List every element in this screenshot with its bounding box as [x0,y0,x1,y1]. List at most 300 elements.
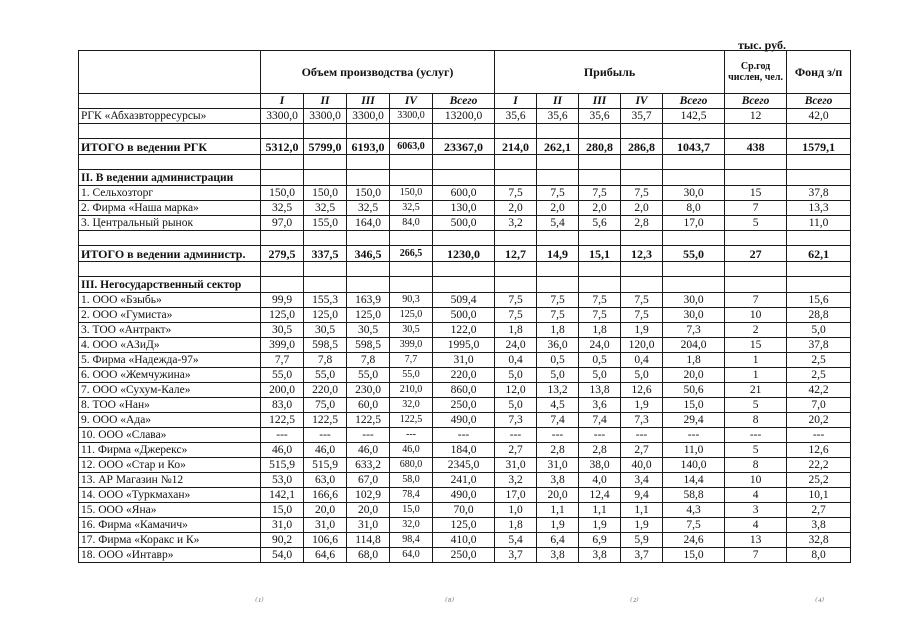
empty-cell [433,170,495,186]
volume-cell: 99,9 [261,293,304,308]
volume-cell: 31,0 [304,518,347,533]
fund-cell: 28,8 [787,308,851,323]
empty-cell [390,155,433,170]
spacer-row [79,231,851,246]
volume-cell: 75,0 [304,398,347,413]
profit-cell: 35,7 [621,109,663,124]
fund-cell: 37,8 [787,338,851,353]
volume-cell: 3300,0 [347,109,390,124]
volume-cell: 250,0 [433,548,495,563]
volume-cell: 97,0 [261,216,304,231]
empty-cell [725,231,787,246]
volume-cell: 220,0 [304,383,347,398]
volume-cell: 7,7 [390,353,433,368]
volume-cell: 155,3 [304,293,347,308]
profit-cell: 5,0 [495,368,537,383]
header-volume: Объем производства (услуг) [261,51,495,94]
staff-cell: 21 [725,383,787,398]
staff-cell: 10 [725,473,787,488]
empty-cell [495,155,537,170]
volume-cell: 54,0 [261,548,304,563]
profit-cell: 7,3 [495,413,537,428]
profit-cell: 7,5 [495,308,537,323]
subheader-volume-q2: II [304,94,347,109]
volume-cell: 164,0 [347,216,390,231]
volume-cell: 399,0 [261,338,304,353]
profit-cell: 1,0 [495,503,537,518]
volume-cell: 500,0 [433,308,495,323]
staff-cell: 15 [725,186,787,201]
table-row [79,368,851,383]
spacer-row [79,124,851,139]
volume-cell: 346,5 [347,246,390,262]
section-header-row [79,170,851,186]
empty-cell [390,277,433,293]
volume-cell: 122,5 [347,413,390,428]
row-name: 1. ООО «Бзыбь» [79,293,261,308]
staff-cell: 1 [725,353,787,368]
staff-cell: 27 [725,246,787,262]
volume-cell: 210,0 [390,383,433,398]
profit-cell: 5,0 [579,368,621,383]
volume-cell: 20,0 [304,503,347,518]
empty-cell [663,262,725,277]
profit-cell: 1,8 [537,323,579,338]
table-row [79,398,851,413]
profit-cell: 1,8 [495,323,537,338]
volume-cell: 78,4 [390,488,433,503]
volume-cell: 70,0 [433,503,495,518]
profit-cell: 1043,7 [663,139,725,155]
table-row [79,458,851,473]
row-name: 10. ООО «Слава» [79,428,261,443]
empty-cell [495,231,537,246]
volume-cell: 399,0 [390,338,433,353]
handwritten-mark: ⁽¹⁾ [255,596,264,608]
empty-cell [579,231,621,246]
volume-cell: 20,0 [347,503,390,518]
profit-cell: 3,7 [621,548,663,563]
volume-cell: 68,0 [347,548,390,563]
empty-cell [79,155,261,170]
fund-cell: 3,8 [787,518,851,533]
volume-cell: 64,0 [390,548,433,563]
empty-cell [261,155,304,170]
table-row [79,383,851,398]
volume-cell: --- [433,428,495,443]
row-name: 12. ООО «Стар и Ко» [79,458,261,473]
profit-cell: 262,1 [537,139,579,155]
volume-cell: 230,0 [347,383,390,398]
fund-cell: 25,2 [787,473,851,488]
profit-cell: 4,5 [537,398,579,413]
volume-cell: 1995,0 [433,338,495,353]
profit-cell: 31,0 [537,458,579,473]
profit-cell: 7,5 [621,308,663,323]
subheader-volume-total: Всего [433,94,495,109]
profit-cell: 15,1 [579,246,621,262]
profit-cell: 6,9 [579,533,621,548]
table-row [79,533,851,548]
profit-cell: 142,5 [663,109,725,124]
profit-cell: 1,1 [537,503,579,518]
profit-cell: 7,5 [663,518,725,533]
profit-cell: 7,5 [495,186,537,201]
volume-cell: 83,0 [261,398,304,413]
subheader-profit-q3: III [579,94,621,109]
volume-cell: 200,0 [261,383,304,398]
volume-cell: 150,0 [390,186,433,201]
empty-cell [725,262,787,277]
profit-cell: 280,8 [579,139,621,155]
section-title: III. Негосударственный сектор [79,277,261,293]
profit-cell: 7,5 [621,186,663,201]
page-marks [0,595,905,615]
profit-cell: 3,8 [537,473,579,488]
empty-cell [725,170,787,186]
spacer-row [79,155,851,170]
empty-cell [537,155,579,170]
volume-cell: 32,5 [261,201,304,216]
staff-cell: 5 [725,216,787,231]
volume-cell: 30,5 [347,323,390,338]
empty-cell [787,262,851,277]
profit-cell: 3,8 [537,548,579,563]
profit-cell: 2,0 [579,201,621,216]
volume-cell: 122,5 [261,413,304,428]
table-row [79,503,851,518]
handwritten-mark: ⁽⁸⁾ [445,596,455,608]
row-name: 2. ООО «Гумиста» [79,308,261,323]
empty-cell [261,262,304,277]
staff-cell: 10 [725,308,787,323]
row-name: 5. Фирма «Надежда-97» [79,353,261,368]
row-name: ИТОГО в ведении РГК [79,139,261,155]
profit-cell: 204,0 [663,338,725,353]
empty-cell [787,155,851,170]
staff-cell: 4 [725,488,787,503]
profit-cell: 7,4 [579,413,621,428]
profit-cell: 30,0 [663,186,725,201]
volume-cell: 2345,0 [433,458,495,473]
profit-cell: 35,6 [495,109,537,124]
empty-cell [79,231,261,246]
volume-cell: 598,5 [347,338,390,353]
empty-cell [621,231,663,246]
volume-cell: --- [347,428,390,443]
volume-cell: --- [390,428,433,443]
fund-cell: 12,6 [787,443,851,458]
profit-cell: 1,1 [621,503,663,518]
profit-cell: 120,0 [621,338,663,353]
profit-cell: 1,1 [579,503,621,518]
row-name: 13. АР Магазин №12 [79,473,261,488]
empty-cell [725,277,787,293]
volume-cell: 122,5 [390,413,433,428]
profit-cell: 2,7 [495,443,537,458]
subheader-fund-total: Всего [787,94,851,109]
staff-cell: 8 [725,413,787,428]
profit-cell: --- [579,428,621,443]
profit-cell: 1,9 [537,518,579,533]
fund-cell: 32,8 [787,533,851,548]
empty-cell [537,124,579,139]
empty-cell [304,124,347,139]
table-row [79,518,851,533]
profit-cell: 14,9 [537,246,579,262]
volume-cell: --- [261,428,304,443]
profit-cell: 9,4 [621,488,663,503]
profit-cell: 7,5 [579,186,621,201]
profit-cell: 7,5 [537,186,579,201]
volume-cell: 53,0 [261,473,304,488]
empty-cell [347,170,390,186]
profit-cell: 24,0 [579,338,621,353]
profit-cell: 5,6 [579,216,621,231]
row-name: РГК «Абхазвторресурсы» [79,109,261,124]
volume-cell: 250,0 [433,398,495,413]
profit-cell: 0,4 [495,353,537,368]
profit-cell: 31,0 [495,458,537,473]
empty-cell [433,277,495,293]
empty-cell [433,231,495,246]
table-row [79,293,851,308]
profit-cell: 2,7 [621,443,663,458]
volume-cell: 55,0 [390,368,433,383]
profit-cell: 17,0 [495,488,537,503]
fund-cell: --- [787,428,851,443]
volume-cell: 6193,0 [347,139,390,155]
row-name: 16. Фирма «Камачич» [79,518,261,533]
profit-cell: 20,0 [537,488,579,503]
profit-cell: 36,0 [537,338,579,353]
fund-cell: 37,8 [787,186,851,201]
profit-cell: 5,0 [537,368,579,383]
profit-cell: 7,4 [537,413,579,428]
empty-cell [663,155,725,170]
profit-cell: 4,0 [579,473,621,488]
volume-cell: 31,0 [261,518,304,533]
profit-cell: 50,6 [663,383,725,398]
table-row [79,353,851,368]
profit-cell: 4,3 [663,503,725,518]
profit-cell: 3,2 [495,473,537,488]
staff-cell: 2 [725,323,787,338]
fund-cell: 42,0 [787,109,851,124]
volume-cell: 142,1 [261,488,304,503]
profit-cell: 2,8 [621,216,663,231]
empty-cell [79,124,261,139]
volume-cell: 55,0 [261,368,304,383]
profit-cell: 24,6 [663,533,725,548]
empty-cell [347,262,390,277]
fund-cell: 2,7 [787,503,851,518]
profit-cell: 5,0 [621,368,663,383]
volume-cell: 58,0 [390,473,433,488]
header-fund: Фонд з/п [787,51,851,94]
fund-cell: 10,1 [787,488,851,503]
volume-cell: 241,0 [433,473,495,488]
profit-cell: 14,4 [663,473,725,488]
profit-cell: 12,7 [495,246,537,262]
volume-cell: 125,0 [347,308,390,323]
profit-cell: 11,0 [663,443,725,458]
subheader-profit-q4: IV [621,94,663,109]
profit-cell: --- [621,428,663,443]
volume-cell: 7,8 [347,353,390,368]
volume-cell: 125,0 [304,308,347,323]
fund-cell: 13,3 [787,201,851,216]
profit-cell: 214,0 [495,139,537,155]
empty-cell [261,170,304,186]
volume-cell: 15,0 [261,503,304,518]
volume-cell: 515,9 [261,458,304,473]
volume-cell: 500,0 [433,216,495,231]
volume-cell: 633,2 [347,458,390,473]
empty-cell [495,277,537,293]
profit-cell: 30,0 [663,293,725,308]
volume-cell: 90,3 [390,293,433,308]
empty-cell [347,231,390,246]
profit-cell: 7,3 [663,323,725,338]
profit-cell: 7,5 [621,293,663,308]
volume-cell: 600,0 [433,186,495,201]
profit-cell: 5,4 [537,216,579,231]
profit-cell: 1,9 [579,518,621,533]
profit-cell: 5,0 [495,398,537,413]
volume-cell: 13200,0 [433,109,495,124]
table-row [79,413,851,428]
profit-cell: 6,4 [537,533,579,548]
table-row [79,428,851,443]
volume-cell: 860,0 [433,383,495,398]
profit-cell: 7,5 [579,293,621,308]
empty-cell [787,277,851,293]
empty-cell [663,277,725,293]
profit-cell: 2,0 [621,201,663,216]
empty-cell [495,124,537,139]
volume-cell: 46,0 [390,443,433,458]
empty-cell [304,170,347,186]
volume-cell: 155,0 [304,216,347,231]
row-name: 14. ООО «Туркмахан» [79,488,261,503]
volume-cell: 98,4 [390,533,433,548]
row-name: 11. Фирма «Джерекс» [79,443,261,458]
volume-cell: 7,8 [304,353,347,368]
empty-cell [495,170,537,186]
volume-cell: 63,0 [304,473,347,488]
row-name: 17. Фирма «Коракс и К» [79,533,261,548]
empty-cell [304,155,347,170]
volume-cell: 32,5 [390,201,433,216]
profit-cell: 3,8 [579,548,621,563]
header-name-cell [79,51,261,94]
volume-cell: 6063,0 [390,139,433,155]
staff-cell: 12 [725,109,787,124]
volume-cell: 15,0 [390,503,433,518]
header-row [79,51,851,94]
profit-cell: 12,6 [621,383,663,398]
empty-cell [304,262,347,277]
row-name: 15. ООО «Яна» [79,503,261,518]
profit-cell: 2,8 [579,443,621,458]
report-table [78,50,851,563]
row-name: 3. Центральный рынок [79,216,261,231]
volume-cell: --- [304,428,347,443]
profit-cell: 1,8 [579,323,621,338]
empty-cell [390,124,433,139]
total-row [79,246,851,262]
row-name: 3. ТОО «Антракт» [79,323,261,338]
volume-cell: 32,5 [347,201,390,216]
profit-cell: 1,9 [621,323,663,338]
profit-cell: 3,4 [621,473,663,488]
volume-cell: 64,6 [304,548,347,563]
table-row [79,323,851,338]
staff-cell: 15 [725,338,787,353]
volume-cell: 166,6 [304,488,347,503]
volume-cell: 337,5 [304,246,347,262]
staff-cell: 7 [725,293,787,308]
profit-cell: 2,0 [495,201,537,216]
fund-cell: 5,0 [787,323,851,338]
volume-cell: 125,0 [261,308,304,323]
profit-cell: 3,7 [495,548,537,563]
profit-cell: 12,3 [621,246,663,262]
row-name: 9. ООО «Ада» [79,413,261,428]
empty-cell [347,124,390,139]
empty-cell [579,155,621,170]
empty-cell [261,124,304,139]
volume-cell: 5799,0 [304,139,347,155]
empty-cell [621,155,663,170]
volume-cell: 125,0 [433,518,495,533]
profit-cell: 7,5 [579,308,621,323]
fund-cell: 2,5 [787,368,851,383]
subheader-row [79,94,851,109]
profit-cell: 1,8 [663,353,725,368]
volume-cell: 490,0 [433,413,495,428]
fund-cell: 22,2 [787,458,851,473]
empty-cell [79,262,261,277]
profit-cell: 140,0 [663,458,725,473]
volume-cell: 3300,0 [261,109,304,124]
volume-cell: 266,5 [390,246,433,262]
table-row [79,216,851,231]
fund-cell: 15,6 [787,293,851,308]
empty-cell [579,124,621,139]
table-row [79,488,851,503]
empty-cell [663,124,725,139]
profit-cell: 1,9 [621,398,663,413]
profit-cell: 2,8 [537,443,579,458]
profit-cell: 3,6 [579,398,621,413]
empty-cell [433,155,495,170]
volume-cell: 1230,0 [433,246,495,262]
fund-cell: 62,1 [787,246,851,262]
empty-cell [787,231,851,246]
unit-label: тыс. руб. [738,38,786,52]
empty-cell [537,231,579,246]
volume-cell: 150,0 [304,186,347,201]
profit-cell: --- [537,428,579,443]
row-name: 18. ООО «Интавр» [79,548,261,563]
profit-cell: 5,4 [495,533,537,548]
subheader-volume-q3: III [347,94,390,109]
empty-cell [787,124,851,139]
fund-cell: 42,2 [787,383,851,398]
header-staff: Ср.год числен, чел. [725,51,787,94]
